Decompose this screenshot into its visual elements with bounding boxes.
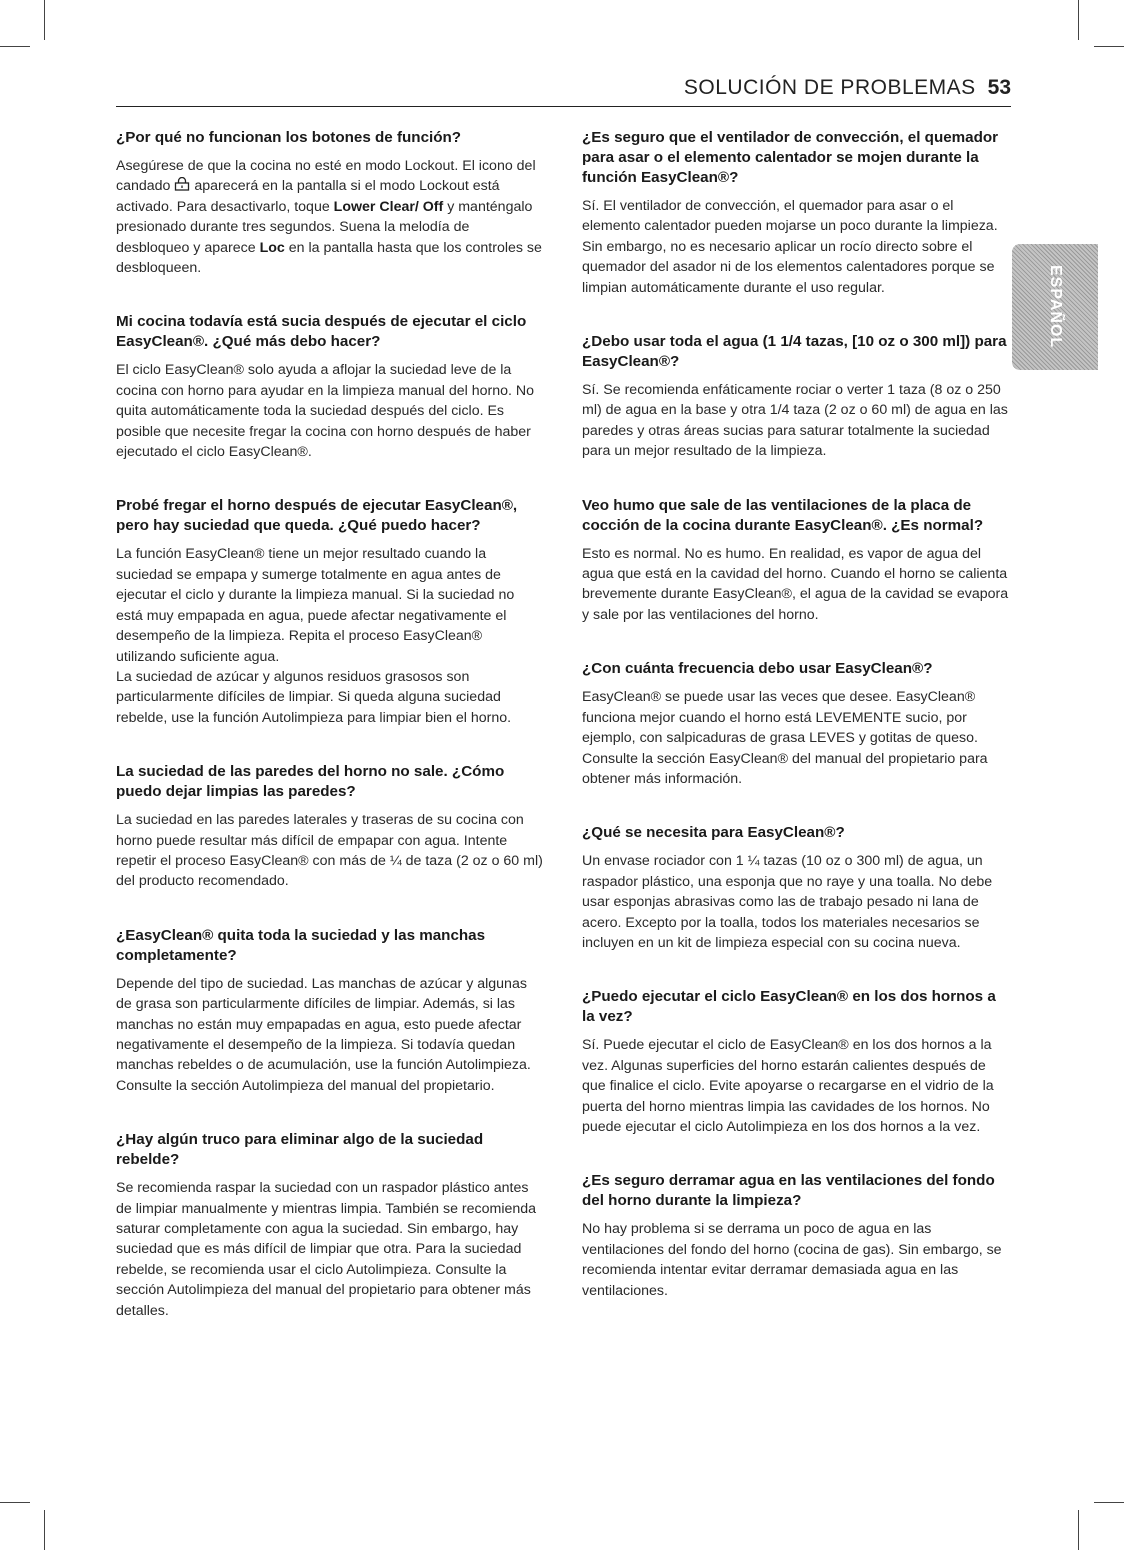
faq-item xyxy=(582,332,1010,462)
faq-answer: Sí. El ventilador de convección, el quemador para asar o el elemento calentador pueden mojarse un poco durante la limpieza. Sin embargo, no es necesario aplicar un rocío directo sobre el quemador del asador ni de los elementos calentadores porque se limpian automáticamente durante el uso regular. xyxy=(582,198,998,296)
faq-item xyxy=(116,496,544,728)
crop-mark xyxy=(44,0,45,40)
left-column xyxy=(116,128,544,1355)
language-tab-label: ESPAÑOL xyxy=(1047,265,1064,349)
faq-answer: Asegúrese de que la cocina no esté en modo Lockout. El icono del candado aparecerá en la pantalla si el modo Lockout está activado. Para desactivarlo, toque Lower Clear/ Off y manténgalo presionado durante tres segundos. Suena la melodía de desbloqueo y aparece Loc en la pantalla hasta que los controles se desbloqueen. xyxy=(116,158,542,277)
faq-answer-continued: La suciedad de azúcar y algunos residuos grasosos son particularmente difíciles de limpiar. Si queda alguna suciedad rebelde, use la función Autolimpieza para limpiar bien el horno. xyxy=(116,668,512,726)
faq-answer: EasyClean® se puede usar las veces que desee. EasyClean® funciona mejor cuando el horno está LEVEMENTE sucio, por ejemplo, con salpicaduras de grasa LEVES y gotitas de queso. Consulte la sección EasyClean® del manual del propietario para obtener más información. xyxy=(582,689,988,787)
faq-answer: Esto es normal. No es humo. En realidad, es vapor de agua del agua que está en la cavidad del horno. Cuando el horno se calienta brevemente durante EasyClean®, el agua de la cavidad se evapora y sale por las ventilaciones del horno. xyxy=(582,545,1009,623)
faq-question: ¿Con cuánta frecuencia debo usar EasyClean®? xyxy=(582,660,933,678)
faq-question: La suciedad de las paredes del horno no sale. ¿Cómo puedo dejar limpias las paredes? xyxy=(116,763,505,801)
faq-answer: Depende del tipo de suciedad. Las manchas de azúcar y algunas de grasa son particularmente difíciles de limpiar. Además, si las manchas no están muy empapadas en agua, esto puede afectar negativamente el desempeño de la limpieza. Si todavía quedan manchas rebeldes o de acumulación, use la función Autolimpieza. Consulte la sección Autolimpieza del manual del propietario. xyxy=(116,975,531,1094)
faq-question: ¿Hay algún truco para eliminar algo de la suciedad rebelde? xyxy=(116,1131,484,1169)
faq-question: Veo humo que sale de las ventilaciones de la placa de cocción de la cocina durante EasyClean®. ¿Es normal? xyxy=(582,496,984,534)
crop-mark xyxy=(0,1502,30,1503)
faq-item xyxy=(582,1171,1010,1301)
faq-question: ¿Qué se necesita para EasyClean®? xyxy=(582,824,845,842)
faq-item xyxy=(582,659,1010,789)
crop-mark xyxy=(1094,46,1124,47)
faq-answer: El ciclo EasyClean® solo ayuda a aflojar la suciedad leve de la cocina con horno para ayudar en la limpieza manual del horno. No quita automáticamente toda la suciedad después del ciclo. Es posible que necesite fregar la cocina con horno después de haber ejecutado el ciclo EasyClean®. xyxy=(116,362,534,461)
faq-answer: Un envase rociador con 1 ¼ tazas (10 oz o 300 ml) de agua, un raspador plástico, una esponja que no raye y una toalla. No debe usar esponjas abrasivas como las de trabajo pesado ni lana de acero. Excepto por la toalla, todos los materiales necesarios se incluyen en un kit de limpieza especial con su cocina nueva. xyxy=(582,853,993,951)
crop-mark xyxy=(1078,0,1079,40)
faq-item xyxy=(582,987,1010,1137)
faq-answer: La función EasyClean® tiene un mejor resultado cuando la suciedad se empapa y sumerge totalmente en agua antes de ejecutar el ciclo y durante la limpieza manual. Si la suciedad no está muy empapada en agua, puede afectar negativamente el desempeño de la limpieza. Repita el proceso EasyClean® utilizando suficiente agua. xyxy=(116,546,515,665)
faq-answer: Se recomienda raspar la suciedad con un raspador plástico antes de limpiar manualmente y mientras limpia. También se recomienda saturar completamente con agua la suciedad. Sin embargo, hay suciedad que es más difícil de limpiar que otra. Para la suciedad rebelde, se recomienda usar el ciclo Autolimpieza. Consulte la sección Autolimpieza del manual del propietario para obtener más detalles. xyxy=(116,1180,537,1319)
page-number: 53 xyxy=(987,76,1011,99)
language-tab xyxy=(1012,244,1098,370)
faq-item xyxy=(116,762,544,892)
faq-question: ¿Es seguro que el ventilador de convección, el quemador para asar o el elemento calentador se mojen durante la función EasyClean®? xyxy=(582,129,999,186)
faq-question: Probé fregar el horno después de ejecutar EasyClean®, pero hay suciedad que queda. ¿Qué puedo hacer? xyxy=(116,497,518,535)
lock-icon xyxy=(174,177,190,191)
faq-question: Mi cocina todavía está sucia después de ejecutar el ciclo EasyClean®. ¿Qué más debo hacer? xyxy=(116,313,527,351)
faq-item xyxy=(116,1130,544,1321)
faq-question: ¿Debo usar toda el agua (1 1/4 tazas, [10 oz o 300 ml]) para EasyClean®? xyxy=(582,333,1007,371)
page-header xyxy=(116,76,1011,107)
right-column xyxy=(582,128,1010,1335)
faq-answer: Sí. Puede ejecutar el ciclo de EasyClean® en los dos hornos a la vez. Algunas superficies del horno estarán calientes después de que finalice el ciclo. Evite apoyarse o recargarse en el vidrio de la puerta del horno mientras limpia las cavidades de los hornos. No puede ejecutar el ciclo Autolimpieza en los dos hornos a la vez. xyxy=(582,1037,994,1135)
section-title: SOLUCIÓN DE PROBLEMAS xyxy=(683,76,976,99)
faq-item xyxy=(582,823,1010,953)
faq-question: ¿Puedo ejecutar el ciclo EasyClean® en los dos hornos a la vez? xyxy=(582,988,996,1026)
faq-item xyxy=(116,128,544,278)
faq-answer: La suciedad en las paredes laterales y traseras de su cocina con horno puede resultar más difícil de empapar con agua. Intente repetir el proceso EasyClean® con más de ¼ de taza (2 oz o 60 ml) del producto recomendado. xyxy=(116,812,543,890)
faq-question: ¿Por qué no funcionan los botones de función? xyxy=(116,129,462,146)
crop-mark xyxy=(1094,1502,1124,1503)
faq-question: ¿Es seguro derramar agua en las ventilaciones del fondo del horno durante la limpieza? xyxy=(582,1172,995,1210)
crop-mark xyxy=(0,46,30,47)
faq-item xyxy=(116,926,544,1096)
faq-answer: No hay problema si se derrama un poco de agua en las ventilaciones del fondo del horno (cocina de gas). Sin embargo, se recomienda intentar evitar derramar demasiada agua en las ventilaciones. xyxy=(582,1221,1002,1299)
faq-item xyxy=(582,128,1010,298)
faq-question: ¿EasyClean® quita toda la suciedad y las manchas completamente? xyxy=(116,926,486,964)
faq-item xyxy=(116,312,544,462)
crop-mark xyxy=(44,1510,45,1550)
faq-answer: Sí. Se recomienda enfáticamente rociar o verter 1 taza (8 oz o 250 ml) de agua en la base y otra 1/4 taza (2 oz o 60 ml) de agua en las paredes y otras áreas sucias para saturar totalmente la suciedad para un mejor resultado de la limpieza. xyxy=(582,382,1008,460)
crop-mark xyxy=(1078,1510,1079,1550)
faq-item xyxy=(582,496,1010,626)
